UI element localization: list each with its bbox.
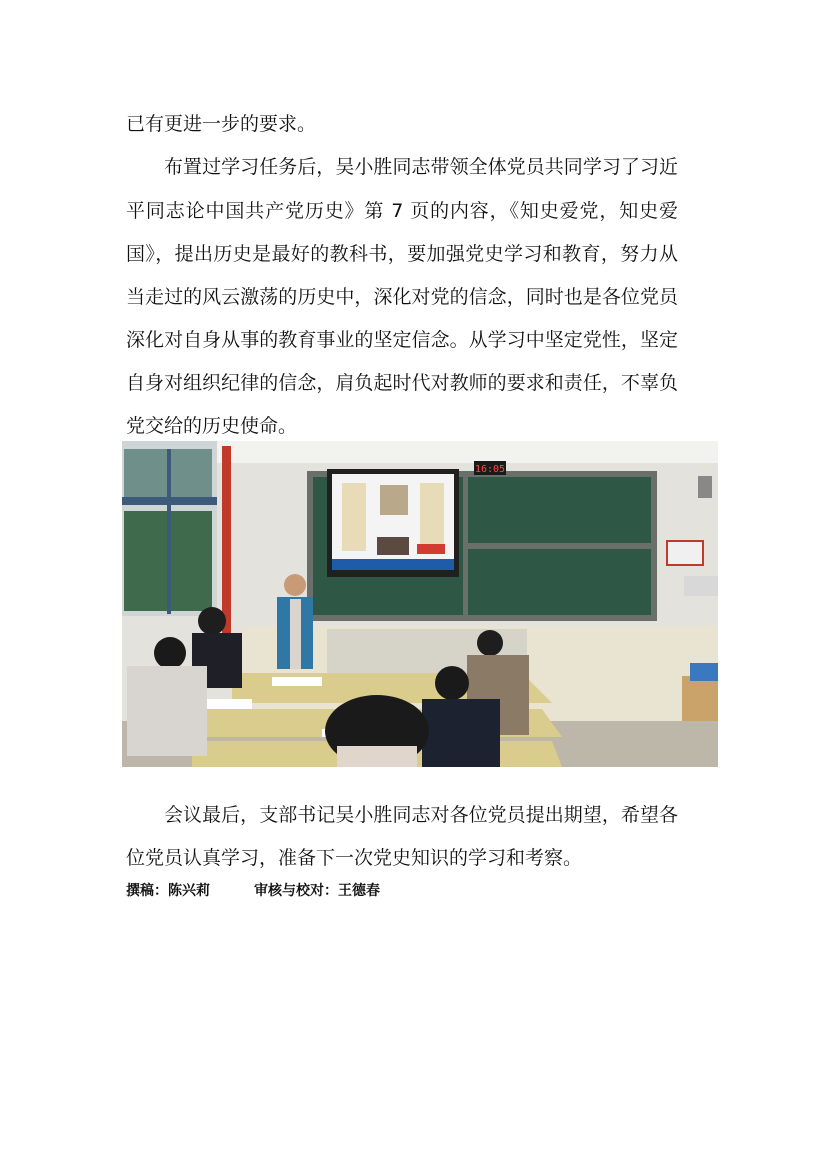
paragraph-line: 位党员认真学习，准备下一次党史知识的学习和考察。 [126,847,583,869]
clock-display: 16:05 [474,464,506,475]
paragraph-line: 已有更进一步的要求。 [126,113,317,135]
paragraph-line: 当走过的风云激荡的历史中，深化对党的信念，同时也是各位党员 [126,286,678,308]
paragraph-line: 平同志论中国共产党历史》第 7 页的内容，《知史爱党，知史爱 [126,200,678,222]
paragraph-line: 自身对组织纪律的信念，肩负起时代对教师的要求和责任，不辜负 [126,372,678,394]
reviewer-credit: 审核与校对：王德春 [254,883,380,899]
paragraph-line: 党交给的历史使命。 [126,415,298,437]
paragraph-line: 深化对自身从事的教育事业的坚定信念。从学习中坚定党性，坚定 [126,329,678,351]
paragraph-line: 会议最后，支部书记吴小胜同志对各位党员提出期望，希望各 [164,804,678,826]
credits-line [126,880,380,900]
author-credit: 撰稿：陈兴莉 [126,883,210,899]
paragraph-line: 布置过学习任务后，吴小胜同志带领全体党员共同学习了习近 [164,156,678,178]
meeting-photo [122,441,718,767]
paragraph-line: 国》，提出历史是最好的教科书，要加强党史学习和教育，努力从 [126,243,678,265]
